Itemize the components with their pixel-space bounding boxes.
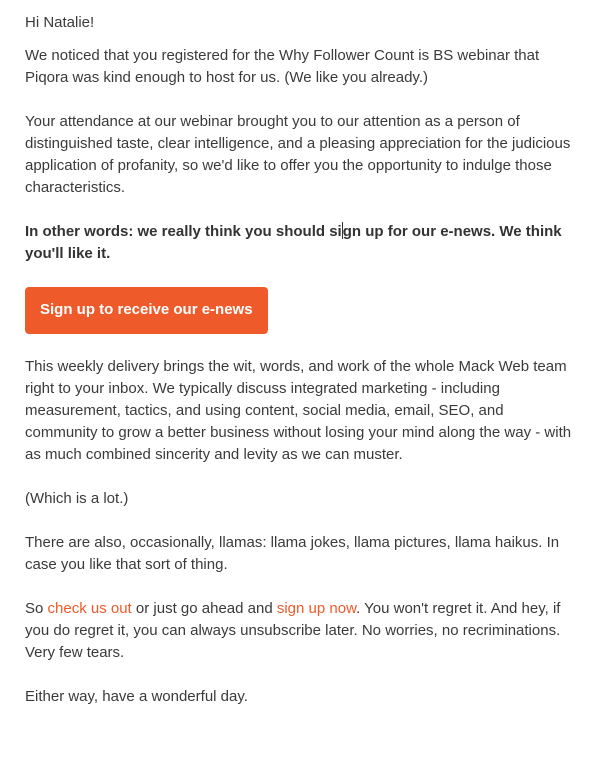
paragraph-webinar: We noticed that you registered for the Why Follower Count is BS webinar that Piqora was kind enough to host for us. (We like you already.) bbox=[25, 47, 540, 86]
cta-container bbox=[25, 287, 580, 334]
bold-text-start: In other words: we really think you should si bbox=[25, 223, 342, 240]
text-or-just: or just go ahead and bbox=[131, 600, 277, 617]
closing-line: Either way, have a wonderful day. bbox=[25, 688, 248, 705]
sign-up-now-link[interactable]: sign up now bbox=[276, 600, 357, 617]
bold-text-end: gn up for our e-news. We think you'll like it. bbox=[25, 223, 562, 262]
paragraph-attendance: Your attendance at our webinar brought you to our attention as a person of distinguished taste, clear intelligence, and a pleasing appreciation for the judicious application of profanity, so we'd like to offer you the opportunity to indulge those characteristics. bbox=[25, 113, 571, 196]
paragraph-which-is-a-lot: (Which is a lot.) bbox=[25, 490, 129, 507]
paragraph-in-other-words[interactable] bbox=[25, 221, 580, 265]
paragraph-check-us-out bbox=[25, 598, 580, 664]
greeting: Hi Natalie! bbox=[25, 14, 95, 31]
paragraph-weekly-delivery: This weekly delivery brings the wit, words, and work of the whole Mack Web team right to your inbox. We typically discuss integrated marketing - including measurement, tactics, and using content, social media, email, SEO, and community to grow a better business without losing your mind along the way - with as much combined sincerity and levity as we can muster. bbox=[25, 358, 572, 463]
check-us-out-link[interactable]: check us out bbox=[47, 600, 132, 617]
signup-enews-button[interactable]: Sign up to receive our e-news bbox=[25, 287, 268, 334]
text-so: So bbox=[25, 600, 48, 617]
paragraph-llamas: There are also, occasionally, llamas: llama jokes, llama pictures, llama haikus. In case you like that sort of thing. bbox=[25, 534, 560, 573]
text-wont-regret: . You won't regret it. And hey, if you do regret it, you can always unsubscribe later. No worries, no recriminations. Very few tears. bbox=[25, 600, 561, 661]
